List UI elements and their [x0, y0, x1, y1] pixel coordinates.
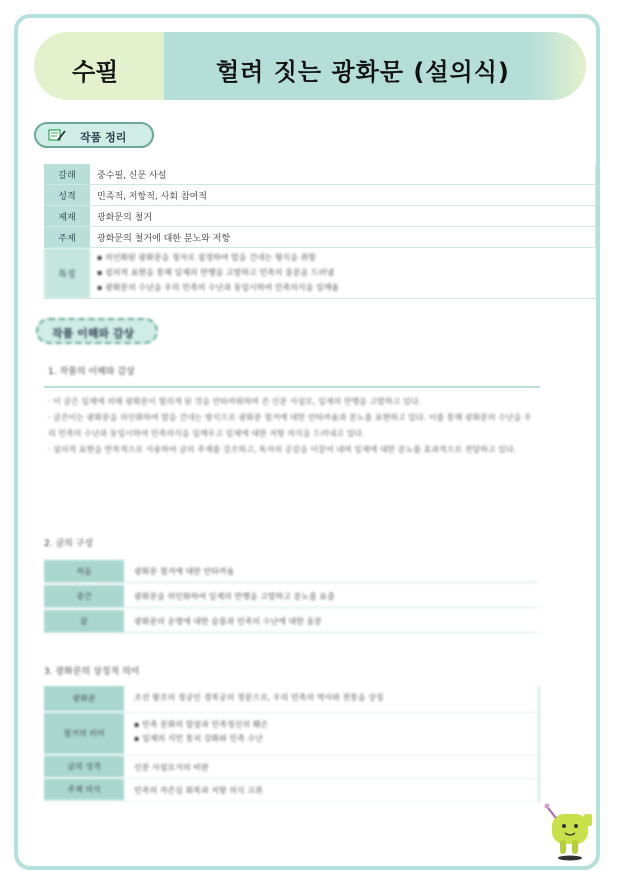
- row-value: 민족의 자존심 회복과 저항 의식 고취: [134, 786, 263, 795]
- row-key: 주제: [44, 227, 91, 247]
- note-pencil-icon: [48, 128, 66, 142]
- row-value: 광화문의 철거: [91, 206, 596, 226]
- divider: [44, 386, 540, 388]
- row-value: 조선 왕조의 정궁인 경복궁의 정문으로, 우리 민족의 역사와 전통을 상징: [134, 693, 384, 702]
- summary-table: [44, 164, 596, 299]
- table-row: [44, 713, 538, 756]
- section3-title: 3. 광화문의 상징적 의미: [44, 667, 140, 677]
- row-key: 주제 의식: [44, 779, 124, 801]
- features-row: [44, 248, 596, 299]
- meaning-table: [44, 686, 540, 802]
- summary-badge: [34, 122, 154, 148]
- feature-item: ▪ 의인화된 광화문을 청자로 설정하여 말을 건네는 형식을 취함: [97, 253, 316, 262]
- explain-badge: [36, 318, 158, 344]
- row-value: 광화문의 철거에 대한 분노와 저항: [91, 227, 596, 247]
- row-key: 끝: [44, 610, 124, 632]
- structure-table: [44, 560, 538, 635]
- row-key: 처음: [44, 560, 124, 582]
- row-key: 철거의 의미: [44, 713, 124, 755]
- row-value: 중수필, 신문 사설: [91, 164, 596, 184]
- row-key: 글의 성격: [44, 756, 124, 778]
- row-value: 광화문을 의인화하여 일제의 만행을 고발하고 분노를 표출: [134, 591, 335, 601]
- row-value: ▪ 민족 문화의 말살과 민족정신의 훼손 ▪ 일제의 식민 통치 강화와 민족 수난: [134, 720, 269, 743]
- row-value: 광화문 철거에 대한 안타까움: [134, 566, 235, 576]
- table-row: [44, 756, 538, 779]
- table-row: [44, 185, 596, 206]
- section1-title: 1. 작품의 이해와 감상: [48, 367, 135, 377]
- paragraph: · 설의적 표현을 반복적으로 사용하여 글의 주제를 강조하고, 독자의 공감을 이끌어 내며 일제에 대한 분노를 효과적으로 전달하고 있다.: [48, 445, 517, 454]
- row-key: 성격: [44, 185, 91, 205]
- table-row: [44, 779, 538, 802]
- row-key: 갈래: [44, 164, 91, 184]
- table-row: [44, 164, 596, 185]
- paragraph: · 글쓴이는 광화문을 의인화하여 말을 건네는 방식으로 광화문 철거에 대한 안타까움과 분노를 표현하고 있다. 이를 통해 광화문의 수난을 우리 민족의 수난과 동일시하여 민족의식을 일깨우고 일제에 대한 저항 의식을 드러내고 있다.: [48, 413, 532, 438]
- row-key: 특징: [44, 248, 91, 298]
- page-title: 헐려 짓는 광화문 (설의식): [216, 58, 510, 86]
- mascot-illustration: [540, 800, 596, 862]
- row-key: 광화문: [44, 686, 124, 712]
- row-key: 중간: [44, 585, 124, 607]
- feature-item: ▪ 설의적 표현을 통해 일제의 만행을 고발하고 민족의 울분을 드러냄: [97, 268, 334, 277]
- table-row: [44, 227, 596, 248]
- table-row: [44, 206, 596, 227]
- table-row: [44, 610, 538, 633]
- section2-title: 2. 글의 구성: [44, 539, 94, 549]
- paragraph: · 이 글은 일제에 의해 광화문이 헐리게 된 것을 안타까워하며 쓴 신문 사설로, 일제의 만행을 고발하고 있다.: [48, 397, 421, 406]
- row-key: 제재: [44, 206, 91, 226]
- title-banner: [34, 32, 586, 100]
- table-row: [44, 560, 538, 583]
- table-row: [44, 686, 538, 713]
- explain-badge-label: 작품 이해와 감상: [52, 327, 135, 340]
- row-value: 민족적, 저항적, 사회 참여적: [91, 185, 596, 205]
- genre-label: 수필: [72, 58, 119, 86]
- table-row: [44, 585, 538, 608]
- feature-item: ▪ 광화문의 수난을 우리 민족의 수난과 동일시하여 민족의식을 일깨움: [97, 283, 340, 292]
- row-value: 신문 사설로서의 비판: [134, 763, 209, 772]
- summary-badge-label: 작품 정리: [80, 131, 127, 144]
- explain-paragraphs: [48, 394, 538, 458]
- row-value: 광화문의 운명에 대한 슬픔과 민족의 수난에 대한 울분: [134, 616, 322, 626]
